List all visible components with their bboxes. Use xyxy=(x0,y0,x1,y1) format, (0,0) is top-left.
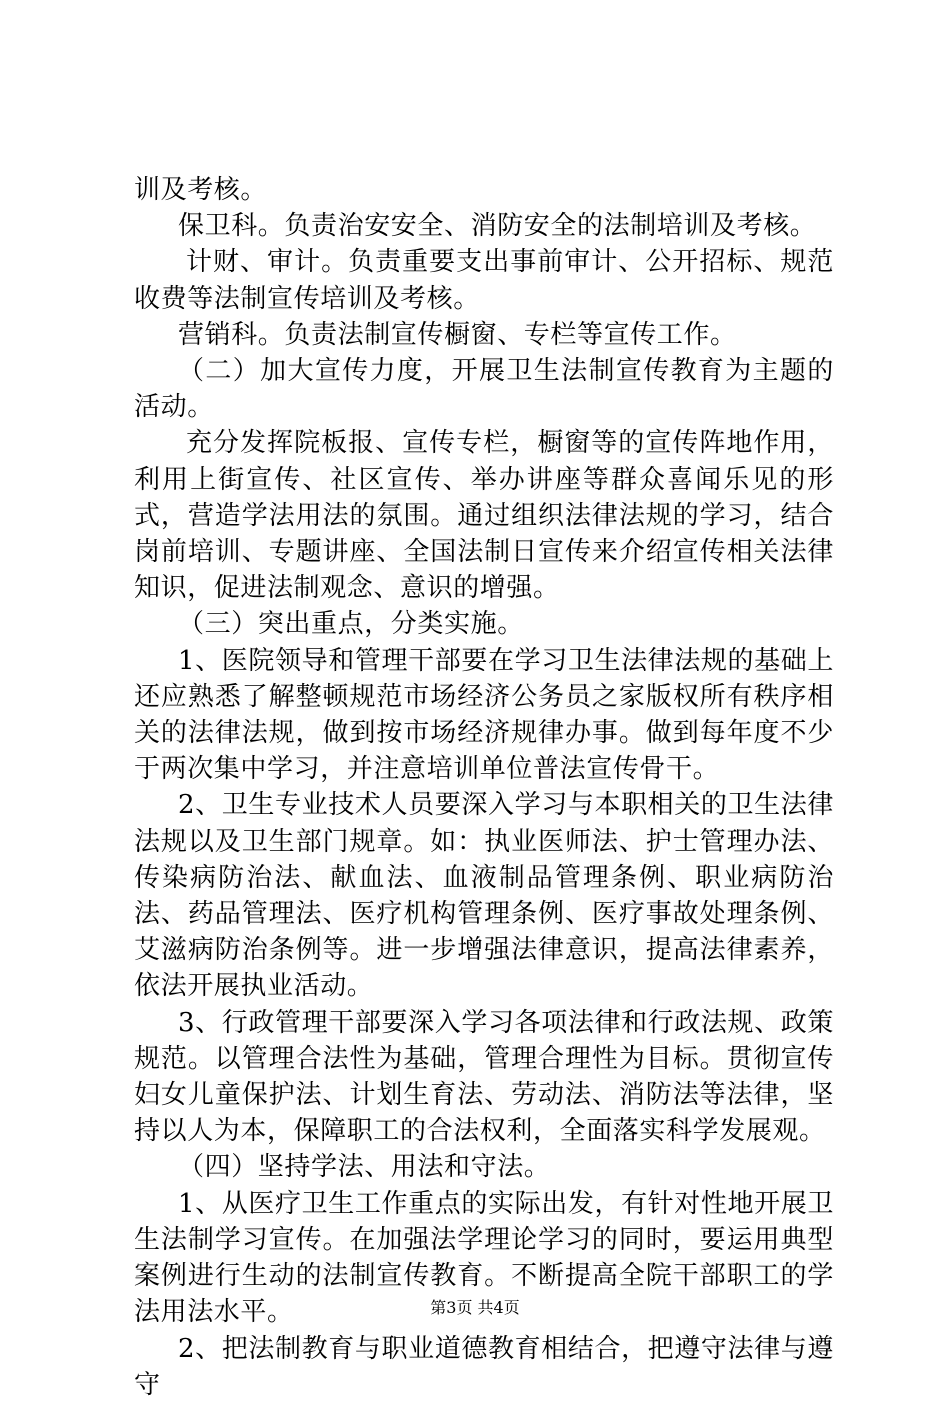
paragraph-item-4-2: 2、把法制教育与职业道德教育相结合，把遵守法律与遵守 xyxy=(134,1333,834,1400)
paragraph-security-dept: 保卫科。负责治安安全、消防安全的法制培训及考核。 xyxy=(178,211,817,242)
heading-section-3: （三）突出重点，分类实施。 xyxy=(178,609,524,640)
heading-section-2: （二）加大宣传力度，开展卫生法制宣传教育为主题的活动。 xyxy=(134,356,834,423)
paragraph-item-3-2: 2、卫生专业技术人员要深入学习与本职相关的卫生法律法规以及卫生部门规章。如：执业医师法、护士管理办法、传染病防治法、献血法、血液制品管理条例、职业病防治法、药品管理法、医疗机构管理条例、医疗事故处理条例、艾滋病防治条例等。进一步增强法律意识，提高法律素养，依法开展执业活动。 xyxy=(134,790,834,1002)
paragraph-marketing-dept: 营销科。负责法制宣传橱窗、专栏等宣传工作。 xyxy=(178,319,737,350)
paragraph-finance-audit: 计财、审计。负责重要支出事前审计、公开招标、规范收费等法制宣传培训及考核。 xyxy=(134,247,834,314)
paragraph-item-4-1: 1、从医疗卫生工作重点的实际出发，有针对性地开展卫生法制学习宣传。在加强法学理论学习的同时，要运用典型案例进行生动的法制宣传教育。不断提高全院干部职工的学法用法水平。 xyxy=(134,1188,834,1328)
paragraph-continuation: 训及考核。 xyxy=(134,175,268,205)
document-body xyxy=(134,172,834,1403)
heading-section-4: （四）坚持学法、用法和守法。 xyxy=(178,1152,551,1183)
paragraph-item-3-1: 1、医院领导和管理干部要在学习卫生法律法规的基础上还应熟悉了解整顿规范市场经济公务员之家版权所有秩序相关的法律法规，做到按市场经济规律办事。做到每年度不少于两次集中学习，并注意培训单位普法宣传骨干。 xyxy=(134,645,834,785)
paragraph-item-3-3: 3、行政管理干部要深入学习各项法律和行政法规、政策规范。以管理合法性为基础，管理合理性为目标。贯彻宣传妇女儿童保护法、计划生育法、劳动法、消防法等法律，坚持以人为本，保障职工的合法权利，全面落实科学发展观。 xyxy=(134,1007,834,1147)
paragraph-publicity: 充分发挥院板报、宣传专栏，橱窗等的宣传阵地作用，利用上街宣传、社区宣传、举办讲座等群众喜闻乐见的形式，营造学法用法的氛围。通过组织法律法规的学习，结合岗前培训、专题讲座、全国法制日宣传来介绍宣传相关法律知识，促进法制观念、意识的增强。 xyxy=(134,428,834,604)
page-footer: 第3页 共4页 xyxy=(430,1298,520,1317)
